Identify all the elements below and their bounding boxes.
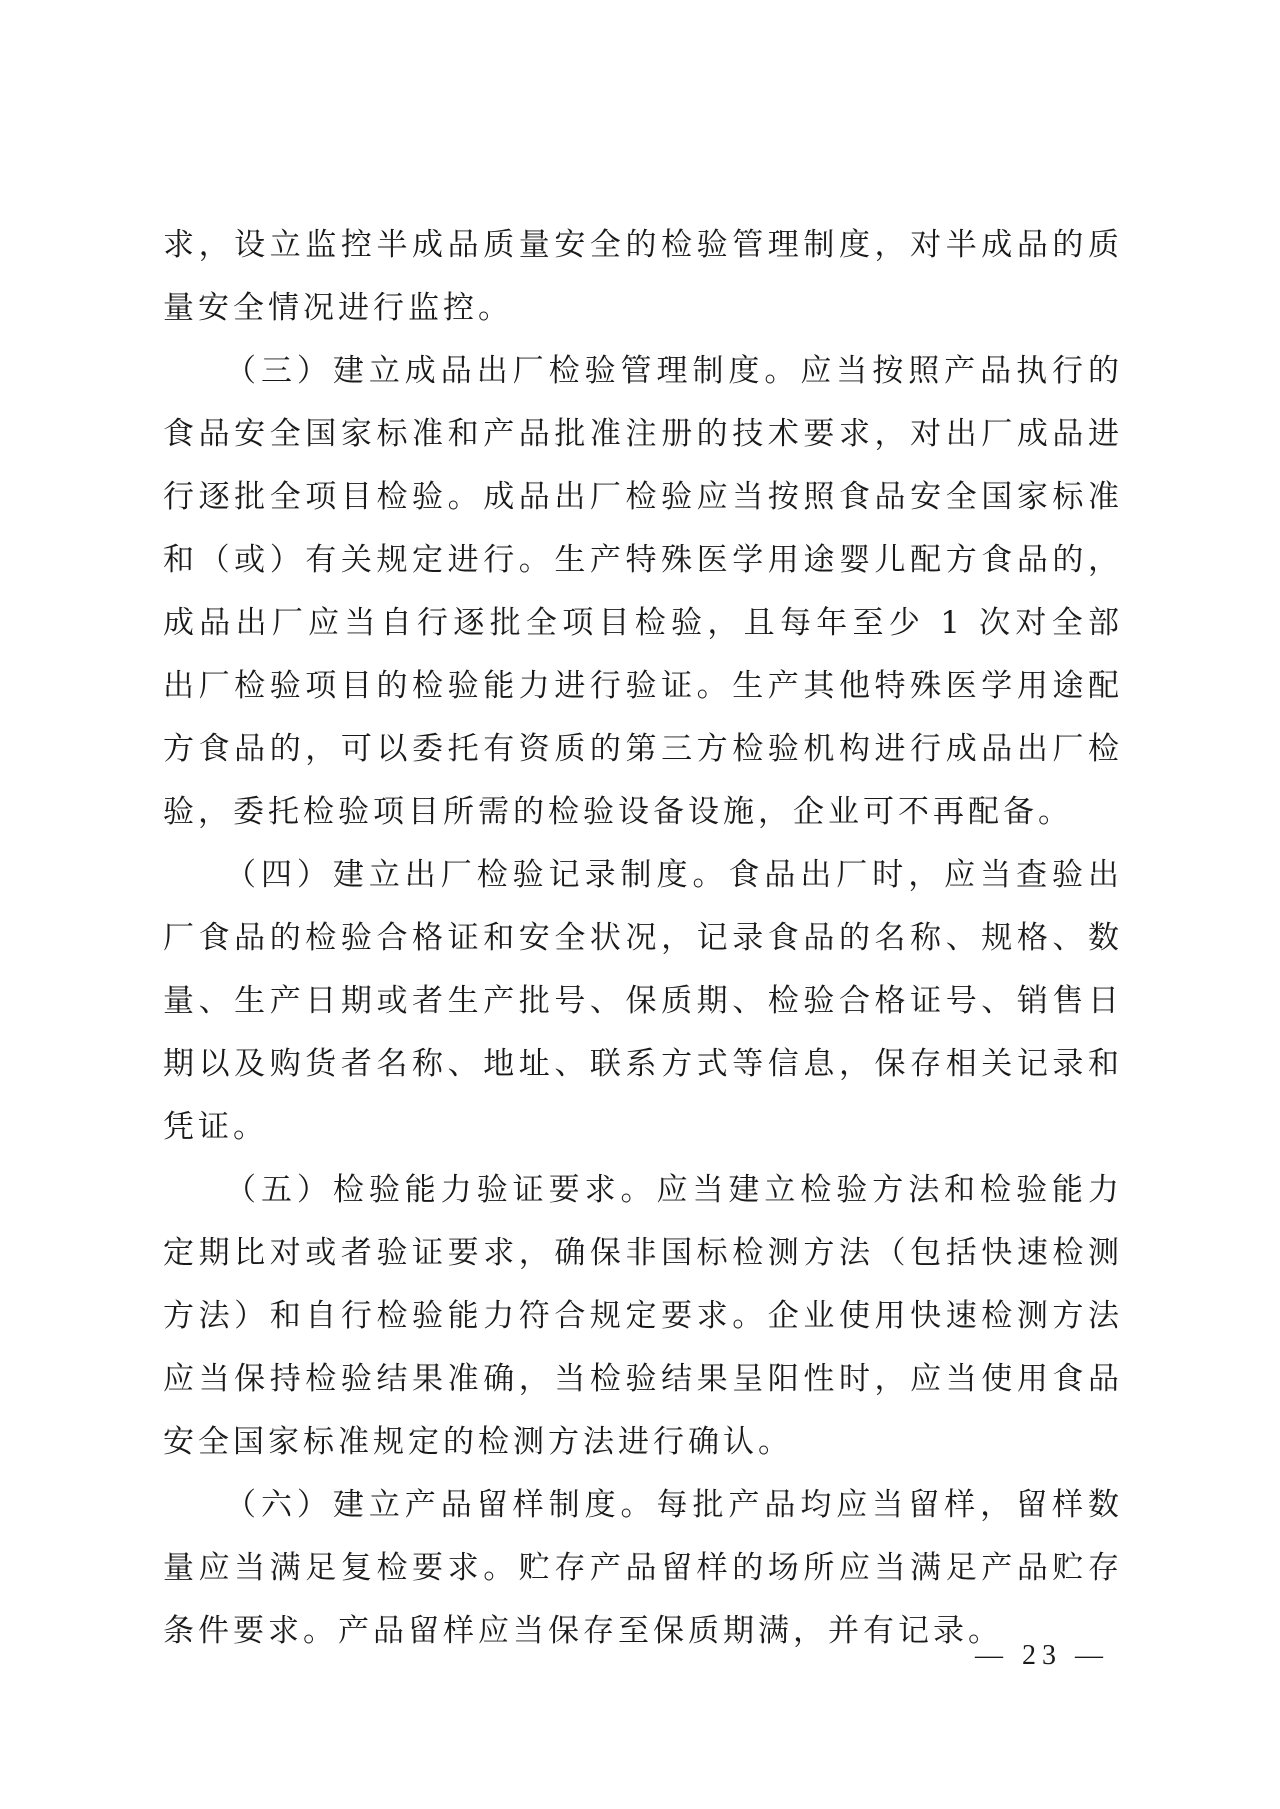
paragraph-continuation: 求，设立监控半成品质量安全的检验管理制度，对半成品的质量安全情况进行监控。 xyxy=(163,227,1123,326)
paragraph-item-6: （六）建立产品留样制度。每批产品均应当留样，留样数量应当满足复检要求。贮存产品留样的场所应当满足产品贮存条件要求。产品留样应当保存至保质期满，并有记录。 xyxy=(163,1487,1123,1649)
paragraph-item-5: （五）检验能力验证要求。应当建立检验方法和检验能力定期比对或者验证要求，确保非国标检测方法（包括快速检测方法）和自行检验能力符合规定要求。企业使用快速检测方法应当保持检验结果准确，当检验结果呈阳性时，应当使用食品安全国家标准规定的检测方法进行确认。 xyxy=(163,1172,1123,1460)
document-body xyxy=(163,214,1123,1663)
page-number: — 23 — xyxy=(975,1640,1109,1671)
paragraph-item-4: （四）建立出厂检验记录制度。食品出厂时，应当查验出厂食品的检验合格证和安全状况，记录食品的名称、规格、数量、生产日期或者生产批号、保质期、检验合格证号、销售日期以及购货者名称、地址、联系方式等信息，保存相关记录和凭证。 xyxy=(163,857,1123,1145)
paragraph-item-3: （三）建立成品出厂检验管理制度。应当按照产品执行的食品安全国家标准和产品批准注册的技术要求，对出厂成品进行逐批全项目检验。成品出厂检验应当按照食品安全国家标准和（或）有关规定进行。生产特殊医学用途婴儿配方食品的，成品出厂应当自行逐批全项目检验，且每年至少 1 次对全部出厂检验项目的检验能力进行验证。生产其他特殊医学用途配方食品的，可以委托有资质的第三方检验机构进行成品出厂检验，委托检验项目所需的检验设备设施，企业可不再配备。 xyxy=(163,353,1123,830)
